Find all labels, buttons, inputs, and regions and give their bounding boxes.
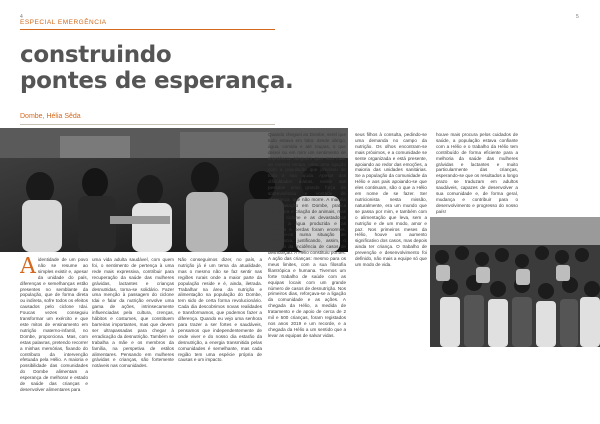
body-column-6 xyxy=(436,132,518,214)
column-6-text: houve mais procura pelos cuidados de saúde, a população estava confiante com a Hélio e o trabalho da Hélio tem contribuído de forma eficiente para a melhoria da saúde das mulheres grávidas e lactantes e muito particularmente das crianças, esperando-se que os resultados a longo prazo se traduzam em adultos saudáveis, capazes de desenvolver a sua comunidade e, de forma geral, mudança e contribuir para o desenvolvimento e progresso do nosso país! xyxy=(436,132,518,214)
section-label: ESPECIAL EMERGÊNCIA xyxy=(20,19,107,26)
body-column-3 xyxy=(178,257,262,417)
author-byline: Dombe, Hélia Sêda xyxy=(20,113,81,120)
body-column-1 xyxy=(20,257,88,417)
page-number-right: 5 xyxy=(576,14,579,20)
title-line-1: construindo xyxy=(20,42,172,68)
photo-children-crowd-image xyxy=(430,217,600,347)
author-rule xyxy=(20,124,275,125)
column-4-text: Quando cheguei ao Dombe, sentí que tudo estava em falta: desde abrigo, água, comida e até roupas, o que deixei ou em mim um sentimento de impotência. Ninguém quer isso mas, ao mesmo tempo, criou uma ligação com a população que precisou de toda a sua ajuda. Apesar das dificuldades diárias, existe nas pessoas uma grande força de sobrevivência e vontade de esperança, que não morre. A maioria da população em Dombe, pratica agricultura e criação de animais, mas com o ciclone e as devastadoras chuvas, a água produzida e as colheitas e perdas foram enormes, deixando-os numa situação de emergência, justificando, assim, o aumento da incidência de casos de desnutrição. A Hélio constituiu pontes. A ação das crianças: mesmo para os meus limites, com a sua filosofia filantrópica e humana. Tivemos um forte trabalho de saúde com as equipas locais com um grande número de casos de desnutrição. Nos primeiros dias, reforçava-se a ligação da comunidade e as ações. A chegada da Hélio, a medida de tratamento e de apoio de cerca de 2 mil e 500 crianças, foram registados nos anos 2019 e um recorde, e a chegada da Hélio a um sentido que a levar as equipas de salvar vidas. xyxy=(268,132,346,338)
body-column-4 xyxy=(268,132,346,417)
article-title xyxy=(20,42,293,94)
section-rule xyxy=(20,29,275,30)
title-line-2: pontes de esperança. xyxy=(20,68,294,94)
column-3-text: Não conseguimos dizer, no país, a nutrição já é um tema da atualidade, mas o mesmo não se faz sentir nas regiões rurais onde a maior parte da população reside e é, ainda, iletrada. Trabalhar na área da nutrição e alimentação na população do Dombe, tem sido de certa forma revolucionário. Cada dia descobrimos novas realidades e transformamos, que podemos fazer a diferença. Quando eu vejo uma senhora para trazer a ser fortes e saudáveis, pensamos que independentemente de onde viver e do nosso dia estarão da desnutrição, a energia transmitida pelas comunidades é semelhante, mas cada região tem uma espécie própria de causas e um impacto. xyxy=(178,257,262,363)
column-5-text: seus filhos à consulta, pedindo-se uma demanda no campo da nutrição. Os olhos encontram-se mais próximos, e a comunidade se sente organizada e está presente, apoiando ao redor das emoções, a maioria das unidades sanitárias. Se a população da comunidade da Hélio e aos pais apoiando-se que eles continuam, são o que a Hélio em nome de se fazer. Ser nutricionista nesta missão, naturalmente, era um mundo que se passa por mim, e também com o alimentação que leva, sem a nutrição e de um modo, amor e paz. Nos primeiros meses da Hélio, houve um aumento significativo dos casos, mas depois ainda ter criança. O trabalho de prevenção e desenvolvimento foi definido, não mais a equipe só que um modo de vida. xyxy=(355,132,427,267)
column-1-text: identidade de um povo não se resume ao simples existir e, apesar da unidade do país, diferenças e semelhanças estão presentes no semblante da população, que de forma direta ou indireta, sofre todos os efeitos causados pelo ciclone Idai. Foucas vezes conseguiu transformar um exército e que este mitos de ensinamento em nutrição materno-infantil, no Dombe, proporciona. Mas, com estas palavras, pretendo recorrer a minhas memórias, fixando do contributo da intervenção efetuada pela Hélio. A maioria e possibilidade das comunidades do Dombe alimentam a esperança de melhorar e estado de saúde das crianças e desenvolver alimentares para xyxy=(20,257,88,392)
body-column-2 xyxy=(92,257,174,417)
photo-children-crowd xyxy=(430,217,600,347)
page-number-left: 4 xyxy=(20,14,23,20)
column-2-text: uma vida adulta saudável, com quem foi, o sentimento de pertença à uma rede mais expressiva, contribuir para recuperação da saúde das mulheres grávidas, lactantes e crianças desnutridas, torna-se solidário. Fazer uma menção à passagem do ciclone Idai e falar da nutrição envolve uma gama de ações, intrinsecamente influenciadas pela cultura, crenças, hábitos e costumes, que constituem barreiras importantes, mas que devem ser ultrapassadas para chegar à erradicação da desnutrição. Também se trabalha a mãe e os membros da família, na perspetiva de estilos alimentares. Pensando em mulheres grávidas e crianças, são fortemente notáveis nas comunidades. xyxy=(92,257,174,369)
drop-cap: A xyxy=(20,257,36,279)
body-column-5 xyxy=(355,132,427,417)
